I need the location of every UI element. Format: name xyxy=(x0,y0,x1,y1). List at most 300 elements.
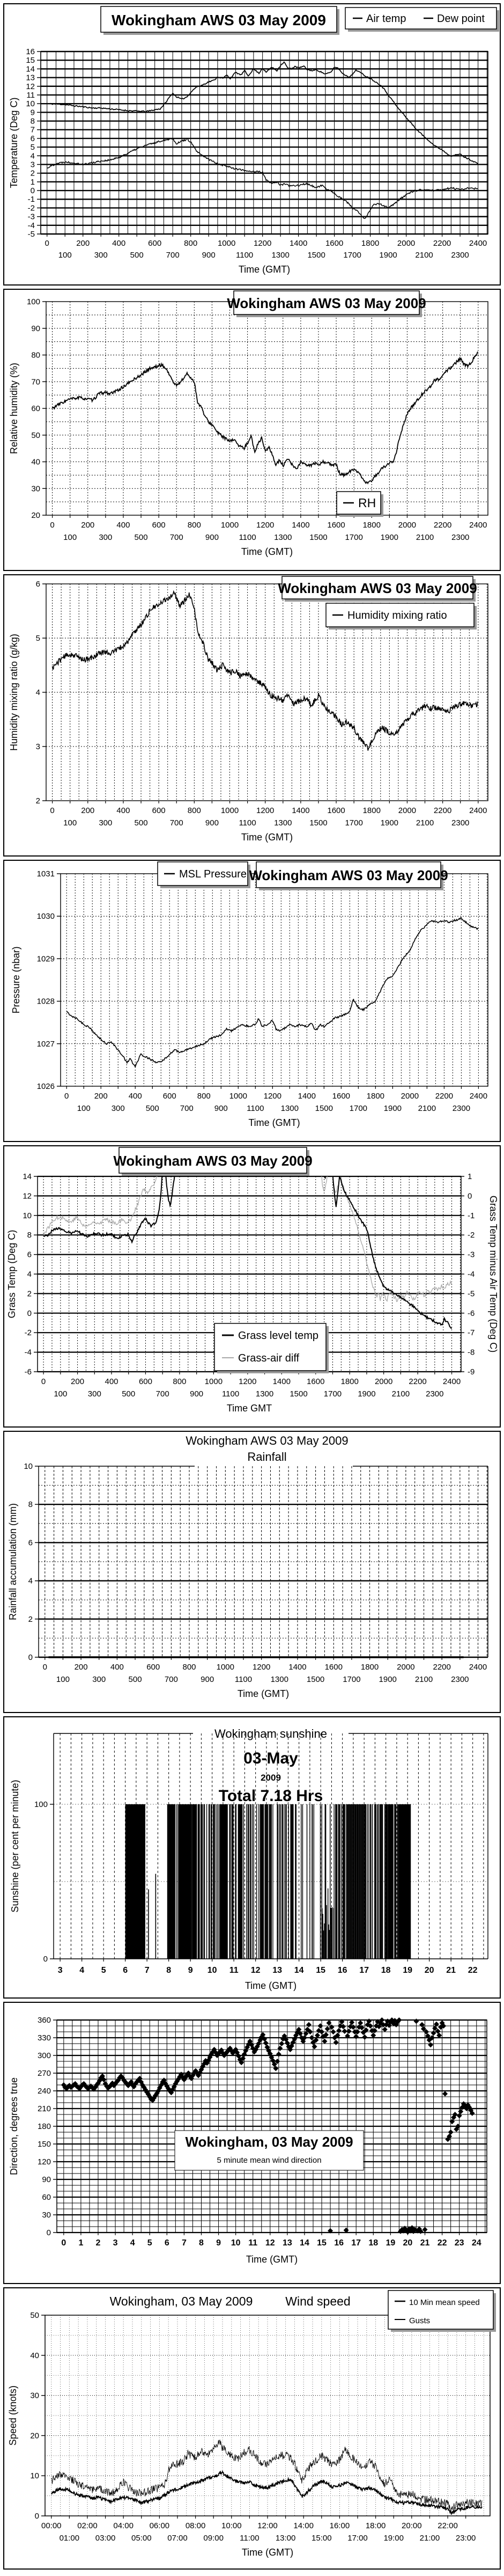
svg-text:800: 800 xyxy=(184,239,198,248)
svg-text:1900: 1900 xyxy=(380,818,399,828)
svg-text:1300: 1300 xyxy=(255,1389,274,1399)
svg-text:Humidity mixing ratio (g/kg): Humidity mixing ratio (g/kg) xyxy=(9,633,19,751)
svg-text:100: 100 xyxy=(63,533,77,542)
svg-text:1600: 1600 xyxy=(327,806,345,815)
wind-direction-chart xyxy=(4,2003,500,2283)
svg-text:Wokingham AWS 03 May 2009: Wokingham AWS 03 May 2009 xyxy=(113,1153,313,1169)
svg-text:Rainfall: Rainfall xyxy=(247,1450,287,1463)
svg-text:0: 0 xyxy=(27,1308,32,1318)
svg-text:11: 11 xyxy=(229,1966,239,1975)
svg-text:10: 10 xyxy=(26,99,35,109)
svg-text:300: 300 xyxy=(99,533,113,542)
svg-text:24: 24 xyxy=(471,2238,481,2248)
svg-text:1100: 1100 xyxy=(247,1104,264,1113)
svg-text:20: 20 xyxy=(424,1966,434,1975)
svg-text:6: 6 xyxy=(30,134,35,143)
svg-text:-6: -6 xyxy=(468,1308,475,1318)
svg-text:1200: 1200 xyxy=(256,806,275,815)
svg-text:20: 20 xyxy=(403,2238,413,2248)
svg-text:200: 200 xyxy=(94,1092,108,1101)
svg-text:19:00: 19:00 xyxy=(383,2534,404,2543)
svg-text:Time (GMT): Time (GMT) xyxy=(241,832,293,843)
svg-text:2100: 2100 xyxy=(416,533,434,542)
svg-text:Temperature (Deg C): Temperature (Deg C) xyxy=(9,97,19,188)
svg-text:1800: 1800 xyxy=(366,1092,385,1101)
svg-text:4: 4 xyxy=(27,1270,32,1279)
svg-text:1300: 1300 xyxy=(271,251,290,260)
svg-text:200: 200 xyxy=(76,239,90,248)
svg-text:2300: 2300 xyxy=(451,533,470,542)
svg-text:1700: 1700 xyxy=(343,1675,361,1684)
svg-text:1400: 1400 xyxy=(292,521,310,530)
svg-text:400: 400 xyxy=(110,1663,124,1672)
svg-text:800: 800 xyxy=(197,1092,211,1101)
svg-text:0: 0 xyxy=(41,1377,46,1386)
svg-text:1900: 1900 xyxy=(383,1104,402,1113)
svg-text:1000: 1000 xyxy=(204,1377,223,1386)
svg-text:1100: 1100 xyxy=(234,1675,253,1684)
svg-text:600: 600 xyxy=(152,521,166,530)
svg-text:12: 12 xyxy=(23,1191,32,1201)
svg-text:1200: 1200 xyxy=(252,1663,271,1672)
svg-text:700: 700 xyxy=(169,818,183,828)
svg-text:2000: 2000 xyxy=(397,1663,415,1672)
svg-text:09:00: 09:00 xyxy=(203,2534,224,2543)
svg-text:6: 6 xyxy=(27,1250,32,1260)
svg-text:400: 400 xyxy=(112,239,126,248)
svg-text:1100: 1100 xyxy=(221,1389,240,1399)
wind-speed-chart xyxy=(4,2288,500,2568)
svg-text:500: 500 xyxy=(122,1389,136,1399)
svg-text:Time (GMT): Time (GMT) xyxy=(244,1980,297,1991)
svg-text:-5: -5 xyxy=(27,230,35,239)
svg-text:900: 900 xyxy=(214,1104,228,1113)
svg-text:5: 5 xyxy=(30,143,35,152)
svg-text:Wokingham AWS 03 May 2009: Wokingham AWS 03 May 2009 xyxy=(186,1434,349,1447)
svg-text:1300: 1300 xyxy=(280,1104,299,1113)
svg-text:23:00: 23:00 xyxy=(455,2534,476,2543)
svg-text:900: 900 xyxy=(201,1675,214,1684)
svg-text:1300: 1300 xyxy=(274,818,292,828)
svg-text:1500: 1500 xyxy=(306,1675,325,1684)
svg-text:100: 100 xyxy=(63,818,77,828)
svg-text:1800: 1800 xyxy=(340,1377,359,1386)
svg-text:2000: 2000 xyxy=(398,521,417,530)
chart-pressure-panel xyxy=(3,860,501,1142)
svg-text:2300: 2300 xyxy=(451,1675,469,1684)
svg-text:Wokingham, 03 May 2009: Wokingham, 03 May 2009 xyxy=(185,2134,353,2150)
svg-text:-2: -2 xyxy=(24,1328,32,1338)
svg-text:1800: 1800 xyxy=(362,806,381,815)
svg-text:6: 6 xyxy=(28,1538,33,1548)
svg-text:20: 20 xyxy=(30,2431,39,2441)
svg-text:14: 14 xyxy=(23,1172,32,1181)
svg-text:60: 60 xyxy=(42,2193,51,2202)
svg-text:Grass Temp minus Air Temp (Deg: Grass Temp minus Air Temp (Deg C) xyxy=(488,1195,499,1353)
svg-text:100: 100 xyxy=(77,1104,91,1113)
svg-text:Grass Temp (Deg C): Grass Temp (Deg C) xyxy=(6,1230,17,1319)
svg-text:5: 5 xyxy=(147,2238,152,2248)
svg-text:1700: 1700 xyxy=(343,251,361,260)
svg-text:8: 8 xyxy=(30,116,35,126)
svg-text:Wokingham AWS 03 May 2009: Wokingham AWS 03 May 2009 xyxy=(227,295,426,311)
svg-text:2: 2 xyxy=(35,796,40,806)
svg-text:3: 3 xyxy=(30,160,35,170)
svg-text:900: 900 xyxy=(205,533,219,542)
svg-text:2200: 2200 xyxy=(433,1663,451,1672)
svg-text:2: 2 xyxy=(27,1289,32,1299)
svg-text:Air temp: Air temp xyxy=(366,13,406,25)
svg-text:9: 9 xyxy=(216,2238,221,2248)
svg-text:2200: 2200 xyxy=(409,1377,427,1386)
svg-text:15: 15 xyxy=(316,1966,326,1975)
svg-text:1400: 1400 xyxy=(288,1663,307,1672)
svg-text:1400: 1400 xyxy=(272,1377,291,1386)
svg-text:8: 8 xyxy=(199,2238,204,2248)
svg-text:Wokingham sunshine: Wokingham sunshine xyxy=(214,1727,327,1740)
svg-text:-4: -4 xyxy=(468,1270,475,1279)
svg-text:1100: 1100 xyxy=(236,251,254,260)
svg-text:06:00: 06:00 xyxy=(149,2521,170,2530)
svg-text:5: 5 xyxy=(35,634,40,643)
svg-text:1500: 1500 xyxy=(307,251,325,260)
svg-text:Relative humidity (%): Relative humidity (%) xyxy=(9,362,19,455)
svg-text:14: 14 xyxy=(300,2238,309,2248)
svg-text:8: 8 xyxy=(28,1500,33,1510)
svg-text:Total 7.18 Hrs: Total 7.18 Hrs xyxy=(218,1787,323,1805)
svg-text:05:00: 05:00 xyxy=(131,2534,152,2543)
svg-text:0: 0 xyxy=(50,521,55,530)
svg-text:22: 22 xyxy=(468,1966,478,1975)
svg-text:1027: 1027 xyxy=(36,1039,55,1049)
svg-text:1200: 1200 xyxy=(263,1092,281,1101)
svg-text:60: 60 xyxy=(31,404,40,413)
svg-text:400: 400 xyxy=(128,1092,142,1101)
svg-text:2200: 2200 xyxy=(433,239,451,248)
svg-text:1700: 1700 xyxy=(345,533,363,542)
svg-text:20:00: 20:00 xyxy=(402,2521,422,2530)
svg-text:Rainfall accumulation (mm): Rainfall accumulation (mm) xyxy=(8,1503,18,1621)
rain-chart xyxy=(4,1432,500,1712)
svg-text:Gusts: Gusts xyxy=(409,2316,431,2325)
svg-text:40: 40 xyxy=(31,457,40,467)
svg-text:90: 90 xyxy=(42,2175,51,2184)
svg-text:10: 10 xyxy=(231,2238,241,2248)
svg-text:300: 300 xyxy=(94,251,108,260)
svg-text:300: 300 xyxy=(92,1675,106,1684)
svg-text:1800: 1800 xyxy=(361,239,380,248)
svg-text:RH: RH xyxy=(358,496,376,510)
svg-text:22:00: 22:00 xyxy=(438,2521,458,2530)
svg-text:2: 2 xyxy=(30,169,35,178)
svg-text:200: 200 xyxy=(81,521,95,530)
svg-text:Time (GMT): Time (GMT) xyxy=(237,1688,290,1699)
svg-text:2300: 2300 xyxy=(451,818,470,828)
svg-text:12: 12 xyxy=(250,1966,261,1975)
svg-text:1000: 1000 xyxy=(220,806,239,815)
svg-text:2100: 2100 xyxy=(415,251,433,260)
svg-text:240: 240 xyxy=(37,2087,51,2096)
svg-text:12:00: 12:00 xyxy=(257,2521,278,2530)
svg-text:50: 50 xyxy=(31,430,40,440)
hmr-chart xyxy=(4,575,500,855)
svg-text:Time (GMT): Time (GMT) xyxy=(241,546,293,557)
chart-rain-panel xyxy=(3,1431,501,1713)
svg-text:1700: 1700 xyxy=(345,818,363,828)
svg-text:-9: -9 xyxy=(468,1367,475,1377)
svg-text:100: 100 xyxy=(54,1389,68,1399)
svg-text:19: 19 xyxy=(403,1966,413,1975)
svg-text:17: 17 xyxy=(351,2238,361,2248)
svg-text:2200: 2200 xyxy=(433,521,452,530)
svg-text:14:00: 14:00 xyxy=(293,2521,314,2530)
svg-text:2200: 2200 xyxy=(435,1092,454,1101)
svg-text:17:00: 17:00 xyxy=(347,2534,368,2543)
chart-rh-panel xyxy=(3,289,501,571)
svg-text:1500: 1500 xyxy=(309,533,328,542)
svg-text:10:00: 10:00 xyxy=(221,2521,242,2530)
svg-text:MSL Pressure: MSL Pressure xyxy=(179,868,247,880)
svg-text:1029: 1029 xyxy=(36,954,55,964)
svg-text:0: 0 xyxy=(64,1092,69,1101)
svg-text:3: 3 xyxy=(113,2238,118,2248)
svg-text:Wind speed: Wind speed xyxy=(285,2294,351,2308)
chart-wind-direction-panel xyxy=(3,2002,501,2284)
svg-text:1800: 1800 xyxy=(362,521,381,530)
svg-text:1: 1 xyxy=(78,2238,84,2248)
air-dew-chart xyxy=(4,4,500,284)
svg-text:6: 6 xyxy=(35,580,40,589)
svg-text:900: 900 xyxy=(190,1389,204,1399)
svg-text:Grass level temp: Grass level temp xyxy=(238,1330,319,1342)
svg-text:200: 200 xyxy=(74,1663,88,1672)
svg-text:600: 600 xyxy=(148,239,162,248)
svg-text:210: 210 xyxy=(37,2104,51,2113)
svg-text:1000: 1000 xyxy=(216,1663,235,1672)
svg-text:1200: 1200 xyxy=(253,239,272,248)
svg-text:15:00: 15:00 xyxy=(312,2534,332,2543)
svg-text:7: 7 xyxy=(181,2238,187,2248)
svg-text:5: 5 xyxy=(101,1966,106,1975)
svg-text:1: 1 xyxy=(30,177,35,187)
svg-text:800: 800 xyxy=(187,806,201,815)
svg-text:0: 0 xyxy=(46,2228,51,2237)
svg-text:21: 21 xyxy=(420,2238,430,2248)
svg-text:11:00: 11:00 xyxy=(240,2534,260,2543)
svg-text:300: 300 xyxy=(87,1389,101,1399)
svg-text:0: 0 xyxy=(45,239,49,248)
svg-text:-4: -4 xyxy=(24,1348,32,1357)
svg-text:5 minute mean wind direction: 5 minute mean wind direction xyxy=(217,2156,322,2165)
svg-text:200: 200 xyxy=(81,806,95,815)
rh-chart xyxy=(4,290,500,570)
svg-text:2300: 2300 xyxy=(451,251,469,260)
svg-text:6: 6 xyxy=(164,2238,169,2248)
svg-text:1900: 1900 xyxy=(380,533,399,542)
svg-text:-1: -1 xyxy=(468,1211,475,1220)
svg-text:3: 3 xyxy=(57,1966,63,1975)
svg-text:80: 80 xyxy=(31,350,40,360)
svg-text:500: 500 xyxy=(145,1104,159,1113)
svg-text:1026: 1026 xyxy=(36,1082,55,1091)
svg-text:2100: 2100 xyxy=(418,1104,436,1113)
svg-text:6: 6 xyxy=(123,1966,128,1975)
svg-text:400: 400 xyxy=(116,806,130,815)
svg-text:10 Min mean speed: 10 Min mean speed xyxy=(409,2298,480,2307)
svg-text:30: 30 xyxy=(30,2391,39,2401)
svg-text:600: 600 xyxy=(138,1377,152,1386)
chart-grass-panel xyxy=(3,1145,501,1428)
svg-text:2000: 2000 xyxy=(398,806,417,815)
svg-text:30: 30 xyxy=(31,484,40,494)
svg-text:02:00: 02:00 xyxy=(77,2521,98,2530)
page xyxy=(0,3,504,2570)
svg-text:1200: 1200 xyxy=(256,521,275,530)
svg-text:1900: 1900 xyxy=(379,251,397,260)
svg-text:2100: 2100 xyxy=(391,1389,410,1399)
svg-text:1500: 1500 xyxy=(315,1104,333,1113)
svg-text:50: 50 xyxy=(30,2311,39,2320)
svg-text:00:00: 00:00 xyxy=(41,2521,62,2530)
svg-text:600: 600 xyxy=(152,806,166,815)
svg-text:300: 300 xyxy=(99,818,113,828)
svg-text:7: 7 xyxy=(30,125,35,135)
pressure-chart xyxy=(4,861,500,1141)
svg-text:700: 700 xyxy=(166,251,180,260)
svg-text:2: 2 xyxy=(28,1614,33,1624)
svg-text:120: 120 xyxy=(37,2157,51,2167)
svg-text:1400: 1400 xyxy=(289,239,308,248)
svg-text:10: 10 xyxy=(207,1966,217,1975)
svg-text:100: 100 xyxy=(26,297,40,306)
svg-text:100: 100 xyxy=(58,251,72,260)
svg-text:8: 8 xyxy=(166,1966,172,1975)
svg-text:16: 16 xyxy=(337,1966,347,1975)
svg-text:10: 10 xyxy=(30,2471,39,2481)
svg-text:1600: 1600 xyxy=(327,521,345,530)
svg-text:Grass-air diff: Grass-air diff xyxy=(238,1352,300,1364)
svg-text:1028: 1028 xyxy=(36,997,55,1006)
svg-text:0: 0 xyxy=(42,1663,47,1672)
svg-text:2400: 2400 xyxy=(469,239,487,248)
svg-text:14: 14 xyxy=(26,64,35,74)
svg-text:07:00: 07:00 xyxy=(167,2534,188,2543)
svg-text:2100: 2100 xyxy=(416,818,434,828)
svg-text:1600: 1600 xyxy=(324,1663,343,1672)
svg-text:150: 150 xyxy=(37,2140,51,2149)
svg-text:12: 12 xyxy=(265,2238,275,2248)
svg-text:360: 360 xyxy=(37,2016,51,2025)
svg-text:100: 100 xyxy=(34,1800,48,1809)
svg-text:4: 4 xyxy=(79,1966,85,1975)
svg-text:20: 20 xyxy=(31,511,40,520)
svg-text:23: 23 xyxy=(454,2238,464,2248)
svg-text:1600: 1600 xyxy=(307,1377,325,1386)
svg-text:900: 900 xyxy=(205,818,219,828)
svg-text:1200: 1200 xyxy=(239,1377,257,1386)
svg-text:1400: 1400 xyxy=(292,806,310,815)
svg-text:16: 16 xyxy=(26,47,35,56)
svg-text:Wokingham, 03 May 2009: Wokingham, 03 May 2009 xyxy=(109,2294,253,2308)
svg-text:-2: -2 xyxy=(468,1231,475,1240)
svg-text:0: 0 xyxy=(61,2238,66,2248)
chart-wind-speed-panel xyxy=(3,2287,501,2570)
svg-text:2400: 2400 xyxy=(469,1663,487,1672)
svg-text:500: 500 xyxy=(128,1675,142,1684)
svg-text:1400: 1400 xyxy=(298,1092,316,1101)
svg-text:270: 270 xyxy=(37,2069,51,2078)
svg-text:Wokingham AWS 03 May 2009: Wokingham AWS 03 May 2009 xyxy=(249,867,448,883)
svg-text:Sunshine (per cent per minute): Sunshine (per cent per minute) xyxy=(10,1780,20,1913)
svg-text:800: 800 xyxy=(173,1377,187,1386)
svg-text:Time GMT: Time GMT xyxy=(226,1403,272,1414)
svg-text:600: 600 xyxy=(146,1663,160,1672)
svg-text:900: 900 xyxy=(202,251,216,260)
svg-text:330: 330 xyxy=(37,2033,51,2043)
sunshine-chart xyxy=(4,1717,500,1997)
svg-text:-3: -3 xyxy=(468,1250,475,1260)
svg-text:10: 10 xyxy=(23,1211,32,1220)
svg-text:70: 70 xyxy=(31,377,40,387)
svg-text:01:00: 01:00 xyxy=(59,2534,80,2543)
svg-text:0: 0 xyxy=(468,1191,472,1201)
svg-text:13:00: 13:00 xyxy=(275,2534,296,2543)
svg-text:400: 400 xyxy=(116,521,130,530)
svg-text:0: 0 xyxy=(43,1955,48,1964)
svg-text:0: 0 xyxy=(50,806,55,815)
svg-text:300: 300 xyxy=(111,1104,125,1113)
svg-text:9: 9 xyxy=(30,108,35,118)
svg-text:0: 0 xyxy=(28,1653,33,1662)
svg-text:-7: -7 xyxy=(468,1328,475,1338)
svg-text:-5: -5 xyxy=(468,1289,475,1299)
svg-text:1300: 1300 xyxy=(270,1675,288,1684)
svg-text:10: 10 xyxy=(24,1462,33,1471)
svg-text:200: 200 xyxy=(71,1377,85,1386)
svg-text:2000: 2000 xyxy=(397,239,416,248)
svg-text:Time (GMT): Time (GMT) xyxy=(246,2254,298,2265)
svg-text:Wokingham AWS 03 May 2009: Wokingham AWS 03 May 2009 xyxy=(278,580,477,596)
svg-text:15: 15 xyxy=(317,2238,327,2248)
svg-text:2009: 2009 xyxy=(261,1773,281,1783)
svg-text:1900: 1900 xyxy=(358,1389,376,1399)
svg-text:500: 500 xyxy=(130,251,144,260)
svg-text:Humidity mixing ratio: Humidity mixing ratio xyxy=(347,610,447,621)
svg-text:Wokingham AWS 03 May 2009: Wokingham AWS 03 May 2009 xyxy=(112,12,326,28)
svg-text:-3: -3 xyxy=(27,212,35,222)
svg-text:1600: 1600 xyxy=(325,239,344,248)
svg-text:500: 500 xyxy=(134,818,148,828)
svg-text:4: 4 xyxy=(30,151,35,161)
svg-text:1600: 1600 xyxy=(332,1092,351,1101)
svg-text:1700: 1700 xyxy=(323,1389,342,1399)
svg-text:400: 400 xyxy=(105,1377,118,1386)
svg-text:7: 7 xyxy=(144,1966,150,1975)
chart-sunshine-panel xyxy=(3,1716,501,1999)
svg-text:1000: 1000 xyxy=(229,1092,247,1101)
svg-text:-2: -2 xyxy=(27,203,35,213)
svg-text:12: 12 xyxy=(26,82,35,91)
svg-text:1500: 1500 xyxy=(309,818,328,828)
svg-text:08:00: 08:00 xyxy=(185,2521,206,2530)
svg-text:13: 13 xyxy=(282,2238,292,2248)
svg-text:1031: 1031 xyxy=(36,869,55,879)
svg-text:3: 3 xyxy=(35,742,40,751)
svg-text:11: 11 xyxy=(26,90,35,100)
svg-text:2300: 2300 xyxy=(426,1389,444,1399)
svg-text:18: 18 xyxy=(381,1966,391,1975)
svg-text:1100: 1100 xyxy=(239,533,256,542)
